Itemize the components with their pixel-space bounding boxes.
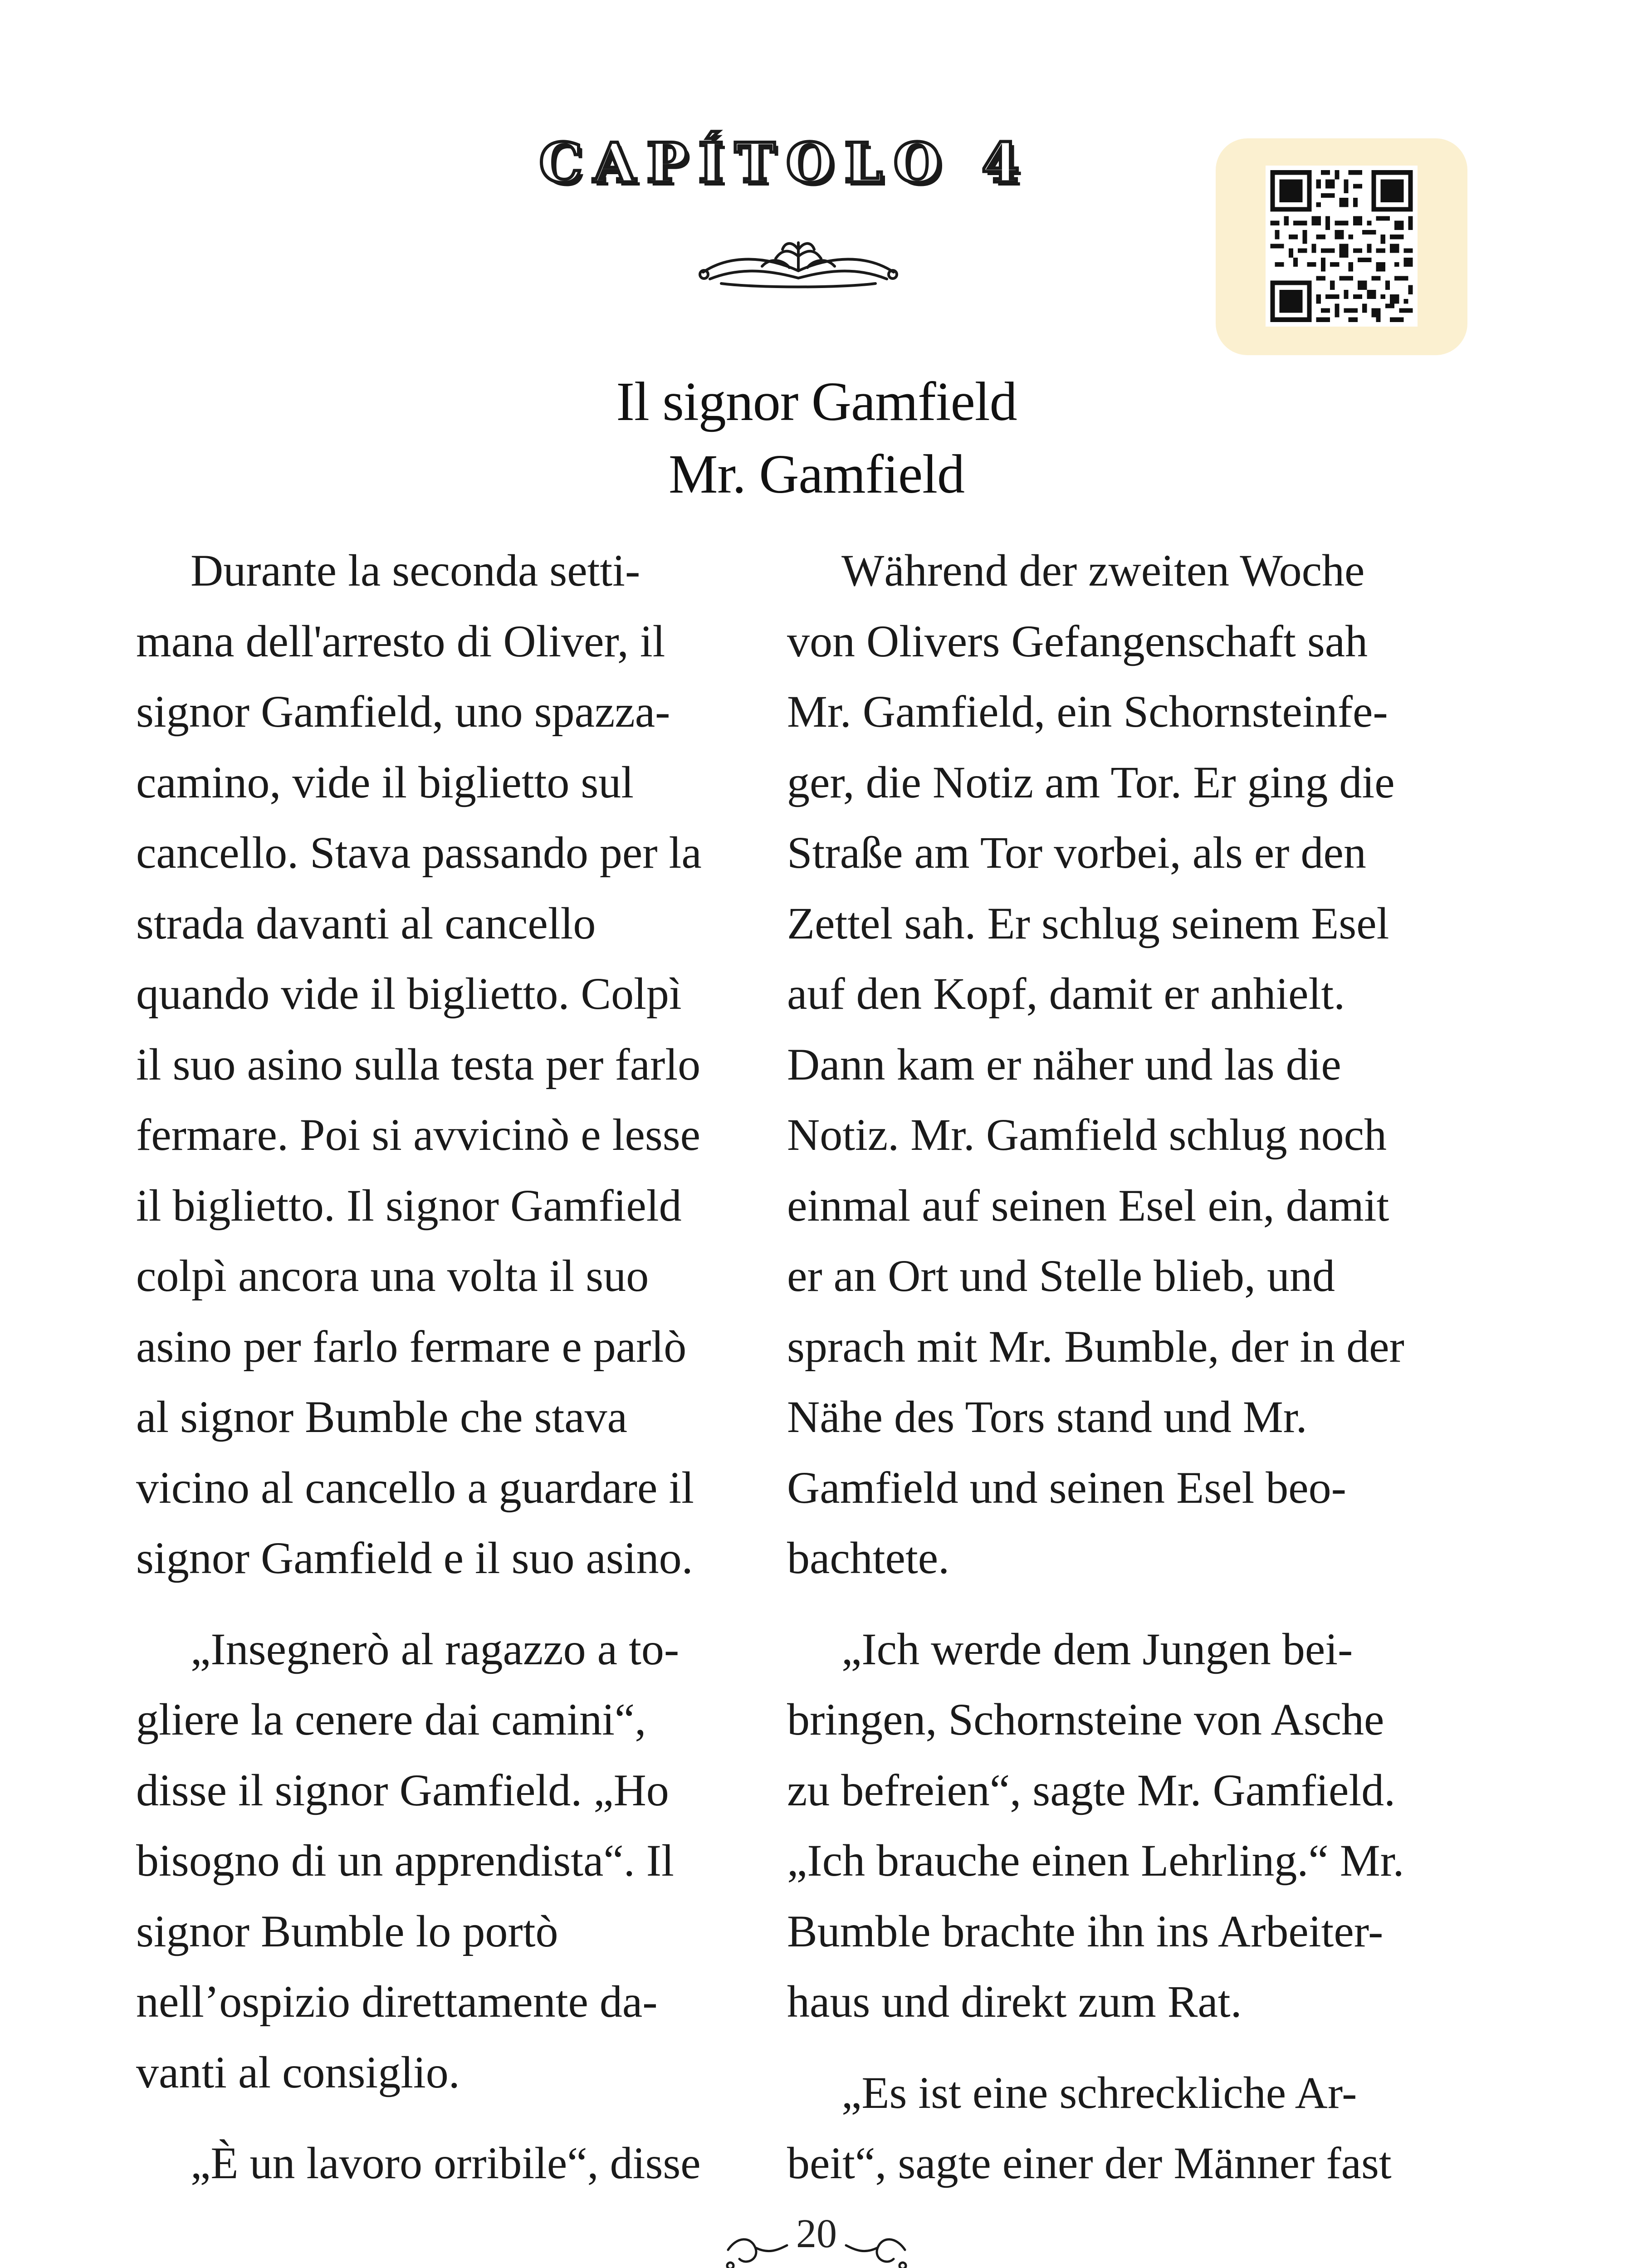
text-line: Gamfield und seinen Esel beo- <box>787 1462 1346 1513</box>
text-line: nell’ospizio direttamente da- <box>136 1976 658 2027</box>
text-line: Notiz. Mr. Gamfield schlug noch <box>787 1110 1387 1160</box>
text-line: bringen, Schornsteine von Asche <box>787 1694 1384 1745</box>
paragraph-gap <box>136 2107 762 2128</box>
text-line: „Es ist eine schreckliche Ar- <box>841 2067 1357 2118</box>
text-line: il biglietto. Il signor Gamfield <box>136 1180 682 1231</box>
text-line: Nähe des Tors stand und Mr. <box>787 1392 1307 1442</box>
text-line: Bumble brachte ihn ins Arbeiter- <box>787 1906 1384 1956</box>
text-line: beit“, sagte einer der Männer fast <box>787 2138 1392 2188</box>
text-line: fermare. Poi si avvicinò e lesse <box>136 1110 701 1160</box>
text-line: Zettel sah. Er schlug seinem Esel <box>787 898 1389 948</box>
text-line: ger, die Notiz am Tor. Er ging die <box>787 757 1395 807</box>
text-line: vanti al consiglio. <box>136 2047 460 2097</box>
text-line: il suo asino sulla testa per farlo <box>136 1039 701 1090</box>
text-line: vicino al cancello a guardare il <box>136 1462 694 1513</box>
text-line: „Ich brauche einen Lehrling.“ Mr. <box>787 1835 1404 1886</box>
text-line: Straße am Tor vorbei, als er den <box>787 827 1366 878</box>
text-line: cancello. Stava passando per la <box>136 827 702 878</box>
text-line: signor Bumble lo portò <box>136 1906 558 1956</box>
text-line: bisogno di un apprendista“. Il <box>136 1835 674 1886</box>
text-line: al signor Bumble che stava <box>136 1392 628 1442</box>
text-line: strada davanti al cancello <box>136 898 596 948</box>
qr-code-icon[interactable] <box>1266 166 1418 327</box>
text-line: Während der zweiten Woche <box>841 545 1365 596</box>
text-line: signor Gamfield, uno spazza- <box>136 686 670 737</box>
text-line: asino per farlo fermare e parlò <box>136 1321 687 1372</box>
text-line: gliere la cenere dai camini“, <box>136 1694 646 1745</box>
text-line: haus und direkt zum Rat. <box>787 1976 1242 2027</box>
flourish-divider-icon <box>694 229 903 297</box>
text-line: sprach mit Mr. Bumble, der in der <box>787 1321 1404 1372</box>
chapter-heading: CAPÍTOLO 4 <box>539 131 1031 195</box>
text-line: colpì ancora una volta il suo <box>136 1251 649 1301</box>
paragraph-gap <box>787 2037 1477 2058</box>
story-title-italian: Il signor Gamfield <box>616 371 1017 432</box>
paragraph-gap <box>787 1593 1477 1614</box>
italian-text-column <box>136 535 762 2199</box>
text-line: von Olivers Gefangenschaft sah <box>787 616 1368 666</box>
german-text-column <box>787 535 1477 2199</box>
text-line: zu befreien“, sagte Mr. Gamfield. <box>787 1765 1396 1815</box>
text-line: „Ich werde dem Jungen bei- <box>841 1623 1353 1674</box>
text-line: „Insegnerò al ragazzo a to- <box>191 1623 680 1674</box>
text-line: mana dell'arresto di Oliver, il <box>136 616 665 666</box>
paragraph-gap <box>136 1593 762 1614</box>
text-line: quando vide il biglietto. Colpì <box>136 968 682 1019</box>
page-number: 20 <box>796 2211 837 2256</box>
text-line: Dann kam er näher und las die <box>787 1039 1341 1090</box>
text-line: bachtete. <box>787 1533 950 1583</box>
text-line: camino, vide il biglietto sul <box>136 757 634 807</box>
text-line: auf den Kopf, damit er anhielt. <box>787 968 1345 1019</box>
qr-code-panel[interactable] <box>1216 138 1467 355</box>
text-line: er an Ort und Stelle blieb, und <box>787 1251 1335 1301</box>
text-line: disse il signor Gamfield. „Ho <box>136 1765 669 1815</box>
text-line: Durante la seconda setti- <box>191 545 640 596</box>
text-line: signor Gamfield e il suo asino. <box>136 1533 693 1583</box>
story-title-german: Mr. Gamfield <box>668 444 965 505</box>
text-line: Mr. Gamfield, ein Schornsteinfe- <box>787 686 1388 737</box>
text-line: „È un lavoro orribile“, disse <box>191 2138 701 2188</box>
text-line: einmal auf seinen Esel ein, damit <box>787 1180 1389 1231</box>
